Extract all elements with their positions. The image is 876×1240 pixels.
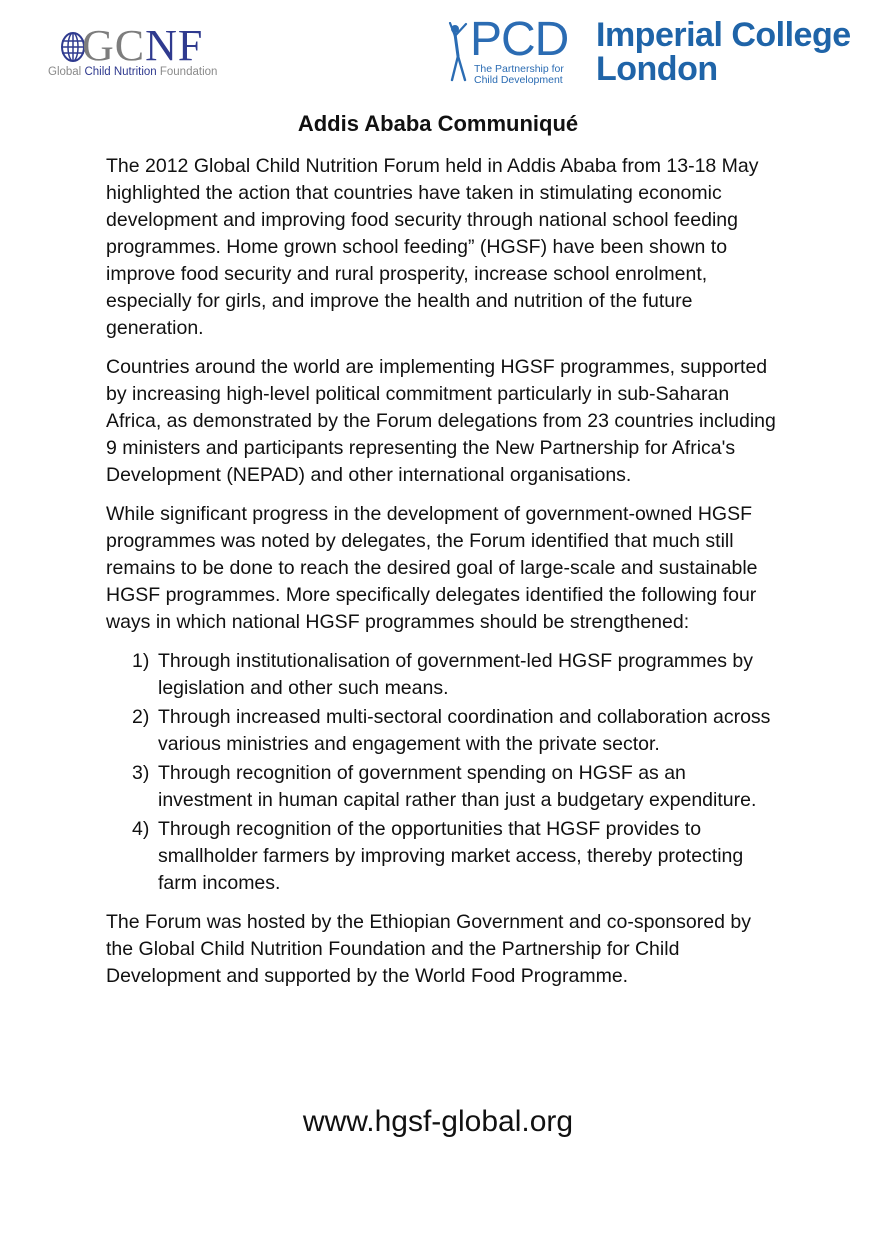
list-item-text: Through recognition of the opportunities that HGSF provides to smallholder farmers by improving market access, thereby protecting farm incomes. <box>158 818 744 894</box>
pcd-tagline-line2: Child Development <box>474 74 563 86</box>
child-figure-icon <box>446 22 472 84</box>
list-item-number: 3) <box>132 762 150 784</box>
list-item-number: 4) <box>132 818 150 840</box>
list-item-text: Through institutionalisation of government-led HGSF programmes by legislation and other such means. <box>158 650 754 699</box>
imperial-logo-line1: Imperial College <box>596 16 851 54</box>
paragraph-2: Countries around the world are implementing HGSF programmes, supported by increasing high-level political commitment particularly in sub-Saharan Africa, as demonstrated by the Forum delegations from 23 countries including 9 ministers and participants representing the New Partnership for Africa's Development (NEPAD) and other international organisations. <box>106 356 776 486</box>
imperial-logo-line2: London <box>596 50 718 88</box>
list-item <box>106 648 776 702</box>
numbered-list <box>106 648 776 897</box>
list-item <box>106 816 776 897</box>
list-item-number: 1) <box>132 650 150 672</box>
document-title: Addis Ababa Communiqué <box>297 111 579 136</box>
paragraph-1: The 2012 Global Child Nutrition Forum held in Addis Ababa from 13-18 May highlighted the action that countries have taken in stimulating economic development and improving food security through national school feeding programmes. Home grown school feeding” (HGSF) have been shown to improve food security and rural prosperity, increase school enrolment, especially for girls, and improve the health and nutrition of the future generation. <box>106 155 759 339</box>
pcd-tagline-line1: The Partnership for <box>474 63 564 75</box>
gcnf-wordmark: GCNF <box>82 21 204 70</box>
pcd-logo <box>446 13 576 88</box>
website-url[interactable]: www.hgsf-global.org <box>302 1105 574 1138</box>
list-item-text: Through increased multi-sectoral coordination and collaboration across various ministries and engagement with the private sector. <box>158 706 771 755</box>
list-item-number: 2) <box>132 706 150 728</box>
closing-paragraph: The Forum was hosted by the Ethiopian Government and co-sponsored by the Global Child Nutrition Foundation and the Partnership for Child Development and supported by the World Food Programme. <box>106 911 751 987</box>
paragraph-3: While significant progress in the development of government-owned HGSF programmes was noted by delegates, the Forum identified that much still remains to be done to reach the desired goal of large-scale and sustainable HGSF programmes. More specifically delegates identified the following four ways in which national HGSF programmes should be strengthened: <box>106 503 758 633</box>
gcnf-logo <box>48 21 258 82</box>
pcd-wordmark: PCD <box>470 13 569 66</box>
logo-header <box>0 0 876 110</box>
imperial-college-logo <box>596 16 851 88</box>
pcd-tagline <box>474 64 564 86</box>
list-item <box>106 760 776 814</box>
list-item-text: Through recognition of government spending on HGSF as an investment in human capital rather than just a budgetary expenditure. <box>158 762 757 811</box>
gcnf-tagline: Global Child Nutrition Foundation <box>48 66 218 78</box>
document-body <box>106 153 776 1002</box>
list-item <box>106 704 776 758</box>
